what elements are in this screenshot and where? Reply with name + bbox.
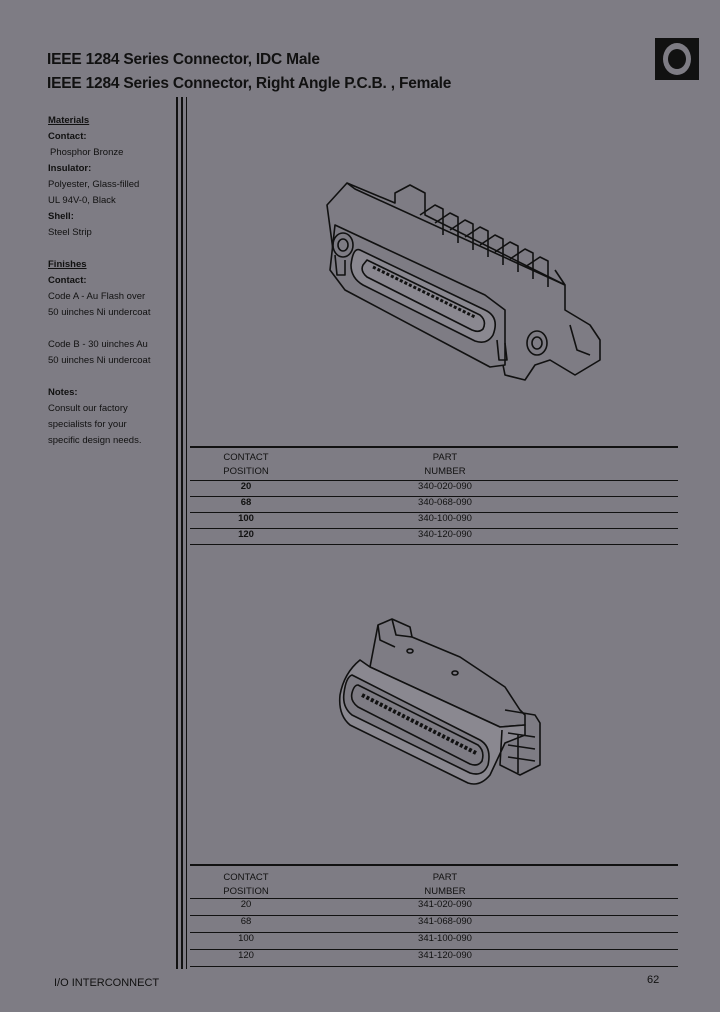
part-number-cell: 340-120-090 <box>418 529 472 540</box>
contact-position-cell: 100 <box>238 513 254 524</box>
table-header-position: POSITION <box>223 466 269 477</box>
page-title-right-angle-female: IEEE 1284 Series Connector, Right Angle P.C.B. , Female <box>47 75 452 92</box>
notes-line-3: specific design needs. <box>48 435 142 446</box>
table-row <box>190 528 678 545</box>
part-table-right-angle <box>190 446 678 545</box>
table-row <box>190 949 678 967</box>
shell-value: Steel Strip <box>48 227 92 238</box>
finishes-heading: Finishes <box>48 259 87 270</box>
contact-value: Phosphor Bronze <box>50 147 124 158</box>
contact-position-cell: 120 <box>238 950 254 961</box>
sidebar-materials <box>48 113 168 241</box>
right-angle-connector-drawing <box>315 175 605 390</box>
table-header-contact: CONTACT <box>223 872 269 883</box>
company-logo <box>655 38 699 80</box>
sidebar-finishes <box>48 257 168 449</box>
code-b-line-2: 50 uinches Ni undercoat <box>48 355 151 366</box>
table-row <box>190 480 678 496</box>
contact-position-cell: 68 <box>240 916 252 927</box>
table-row <box>190 898 678 915</box>
table-row <box>190 932 678 949</box>
footer-page-number: 62 <box>647 974 660 986</box>
part-number-cell: 341-068-090 <box>418 916 472 927</box>
footer-section-label: I/O INTERCONNECT <box>54 977 160 989</box>
code-a-line-2: 50 uinches Ni undercoat <box>48 307 151 318</box>
code-a-line-1: Code A - Au Flash over <box>48 291 146 302</box>
vertical-rule-thin <box>186 97 187 969</box>
table-row <box>190 496 678 512</box>
insulator-label: Insulator: <box>48 163 92 174</box>
shell-label: Shell: <box>48 211 74 222</box>
contact-position-cell: 68 <box>240 497 252 508</box>
contact-position-cell: 20 <box>240 899 252 910</box>
vertical-rule-outer <box>176 97 178 969</box>
materials-heading: Materials <box>48 115 90 126</box>
idc-male-connector-drawing <box>330 615 550 790</box>
insulator-line-1: Polyester, Glass-filled <box>48 179 140 190</box>
contact-label: Contact: <box>48 131 87 142</box>
part-table-idc-male <box>190 864 678 967</box>
vertical-rule-inner <box>181 97 183 969</box>
table-header-number: NUMBER <box>424 466 466 477</box>
finish-contact-label: Contact: <box>48 275 87 286</box>
table-header-number: NUMBER <box>424 886 466 897</box>
code-b-line-1: Code B - 30 uinches Au <box>48 339 148 350</box>
contact-position-cell: 100 <box>238 933 254 944</box>
table-header-position: POSITION <box>223 886 269 897</box>
table-row <box>190 915 678 932</box>
insulator-line-2: UL 94V-0, Black <box>48 195 116 206</box>
table-header-part: PART <box>432 452 458 463</box>
part-number-cell: 341-120-090 <box>418 950 472 961</box>
table-header-part: PART <box>432 872 458 883</box>
part-number-cell: 340-020-090 <box>418 481 472 492</box>
table-header-contact: CONTACT <box>223 452 269 463</box>
part-number-cell: 341-020-090 <box>418 899 472 910</box>
notes-line-2: specialists for your <box>48 419 127 430</box>
contact-position-cell: 20 <box>240 481 252 492</box>
notes-line-1: Consult our factory <box>48 403 128 414</box>
part-number-cell: 341-100-090 <box>418 933 472 944</box>
contact-position-cell: 120 <box>238 529 254 540</box>
notes-label: Notes: <box>48 387 78 398</box>
table-row <box>190 512 678 528</box>
part-number-cell: 340-100-090 <box>418 513 472 524</box>
page-title-idc-male: IEEE 1284 Series Connector, IDC Male <box>47 51 320 68</box>
part-number-cell: 340-068-090 <box>418 497 472 508</box>
